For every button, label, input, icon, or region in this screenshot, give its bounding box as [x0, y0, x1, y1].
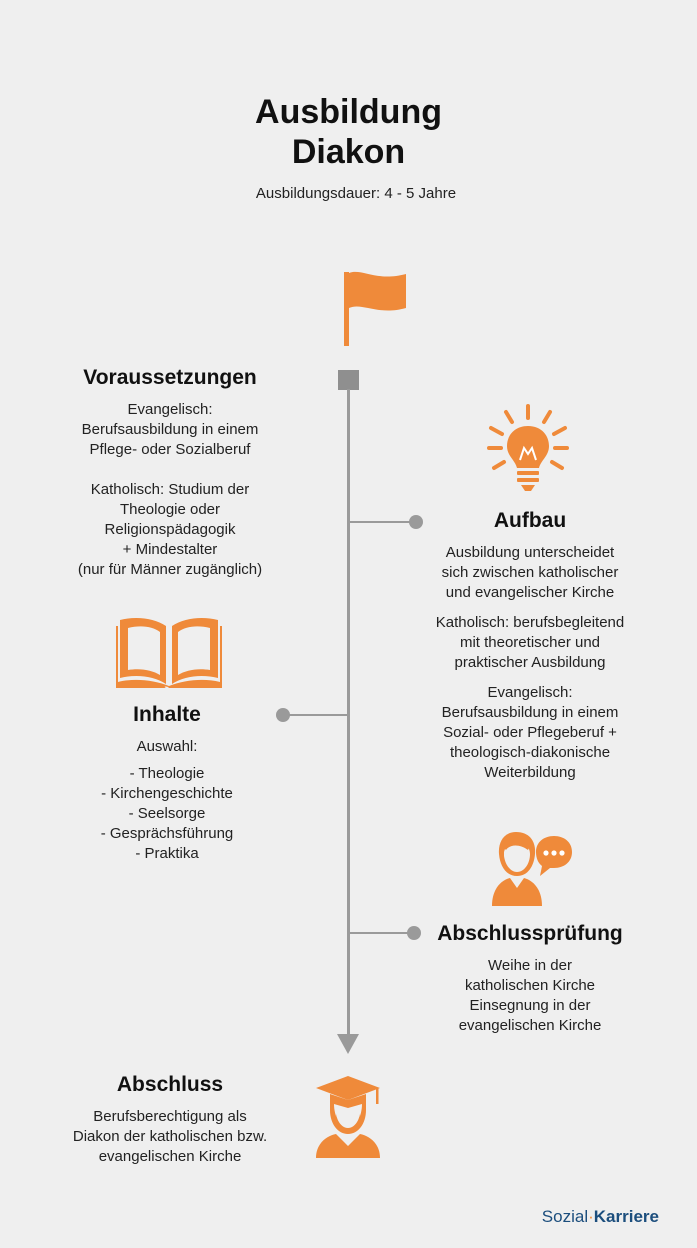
- title-line-2: Diakon: [291, 133, 406, 171]
- abschlusspruefung-heading: Abschlussprüfung: [437, 922, 623, 945]
- page-title: [0, 92, 697, 172]
- inhalte-list: [50, 764, 284, 864]
- graduate-icon: [314, 1074, 382, 1158]
- timeline-arrow-head: [337, 1034, 359, 1054]
- duration-subtitle: Ausbildungsdauer: 4 - 5 Jahre: [255, 185, 457, 202]
- list-item: - Kirchengeschichte: [101, 785, 233, 802]
- aufbau-heading: Aufbau: [493, 509, 567, 532]
- inhalte-heading: Inhalte: [133, 703, 201, 726]
- brand-logo: [542, 1206, 659, 1228]
- aufbau-text-katholisch: Katholisch: berufsbegleitend mit theoretischer und praktischer Ausbildung: [435, 614, 625, 671]
- dot-inhalte: [276, 708, 290, 722]
- voraussetzungen-text-katholisch: Katholisch: Studium der Theologie oder Religionspädagogik + Mindestalter (nur für Männer zugänglich): [77, 481, 263, 578]
- abschluss-text: Berufsberechtigung als Diakon der katholischen bzw. evangelischen Kirche: [72, 1108, 268, 1165]
- voraussetzungen-heading: Voraussetzungen: [83, 366, 257, 389]
- list-item: - Praktika: [135, 845, 199, 862]
- brand-part-2: Karriere: [593, 1207, 659, 1226]
- branch-abschlusspruefung: [349, 932, 415, 934]
- timeline-line: [347, 389, 350, 1034]
- title-line-1: Ausbildung: [255, 93, 442, 131]
- branch-aufbau: [349, 521, 415, 523]
- list-item: - Seelsorge: [128, 805, 206, 822]
- voraussetzungen-text-evangelisch: Evangelisch: Berufsausbildung in einem Pflege- oder Sozialberuf: [81, 401, 259, 458]
- brand-separator: ·: [588, 1207, 594, 1226]
- inhalte-intro: Auswahl:: [136, 738, 198, 755]
- dot-abschlusspruefung: [407, 926, 421, 940]
- abschluss-heading: Abschluss: [116, 1073, 224, 1096]
- aufbau-text-intro: Ausbildung unterscheidet sich zwischen katholischer und evangelischer Kirche: [441, 544, 619, 601]
- lightbulb-icon: [486, 402, 570, 494]
- timeline-start-marker: [338, 370, 359, 390]
- aufbau-text-evangelisch: Evangelisch: Berufsausbildung in einem Sozial- oder Pflegeberuf + theologisch-diakonische Weiterbildung: [441, 684, 619, 781]
- abschlusspruefung-text: Weihe in der katholischen Kirche Einsegnung in der evangelischen Kirche: [458, 957, 602, 1034]
- book-icon: [116, 612, 222, 690]
- branch-inhalte: [285, 714, 348, 716]
- person-speech-bubble-icon: [490, 826, 574, 908]
- brand-part-1: Sozial: [541, 1207, 589, 1226]
- list-item: - Gesprächsführung: [100, 825, 234, 842]
- flag-icon: [340, 268, 410, 348]
- list-item: - Theologie: [129, 765, 205, 782]
